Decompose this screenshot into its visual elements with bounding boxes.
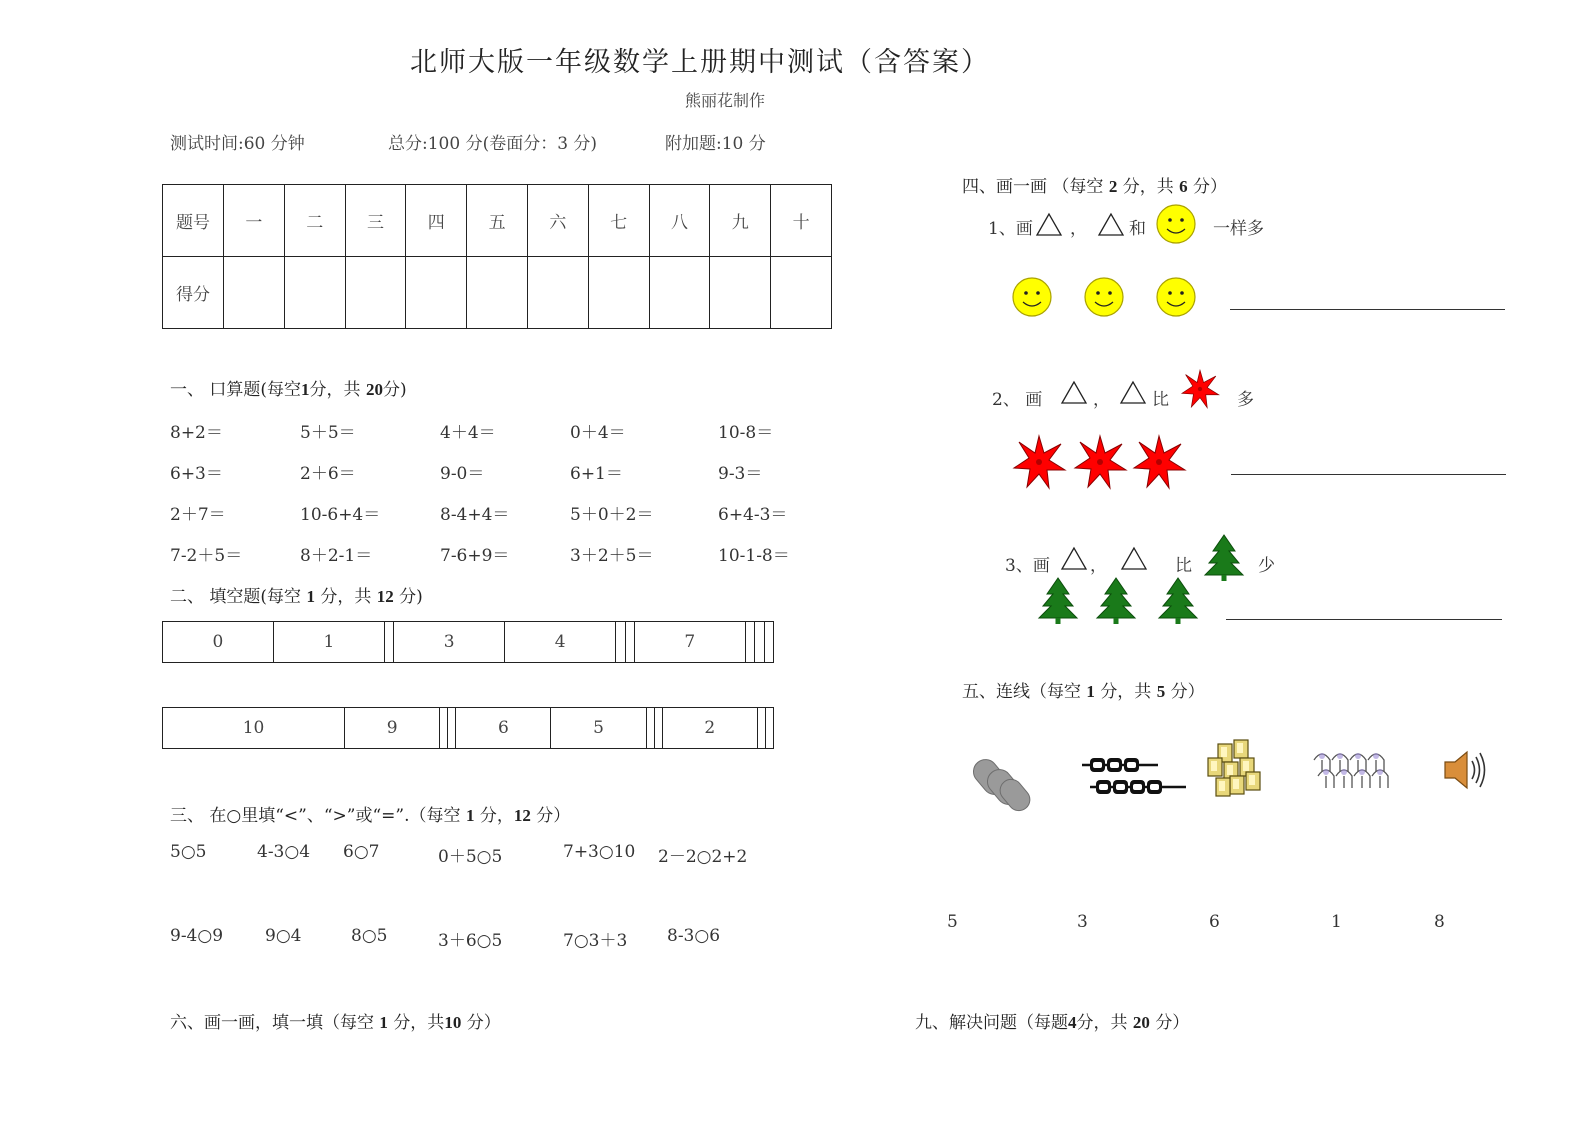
calc-item: 9-0＝ [440,464,485,484]
number-sequence-descending [162,707,774,749]
section5-title: 五、连线（每空 1 分，共 5 分） [962,682,1205,702]
sequence-cell[interactable] [755,622,764,663]
red-flower-icon [1039,462,1040,463]
sequence-cell[interactable]: 6 [456,708,551,749]
calc-item: 8＋2-1＝ [300,546,373,566]
calc-item: 7-6+9＝ [440,546,510,566]
sequence-cell[interactable] [757,708,765,749]
triangle-icon [1134,559,1135,560]
score-cell[interactable] [345,257,406,329]
q2-end: 多 [1237,390,1254,410]
q2-than: 比 [1152,390,1169,410]
match-number[interactable]: 1 [1331,912,1342,932]
compare-item: 9○4 [265,926,302,946]
triangle-icon [1049,225,1050,226]
score-table-col-3: 三 [345,185,406,257]
sequence-cell[interactable] [448,708,456,749]
section9-title: 九、解决问题（每题4分，共 20 分） [915,1013,1190,1033]
compare-item: 5○5 [170,842,207,862]
match-number[interactable]: 5 [947,912,958,932]
compare-item: 2－2○2+2 [658,847,748,867]
abacus-icon[interactable] [1082,757,1083,758]
score-table-score-label: 得分 [163,257,224,329]
sequence-cell[interactable] [625,622,634,663]
calc-item: 2＋6＝ [300,464,356,484]
triangle-icon [1074,559,1075,560]
calc-item: 6+1＝ [570,464,623,484]
q3-than: 比 [1175,556,1192,576]
q3-comma: ， [1090,556,1107,576]
calc-item: 6+4-3＝ [718,505,788,525]
triangle-icon [1074,393,1075,394]
sequence-cell[interactable] [646,708,654,749]
answer-line[interactable] [1231,474,1506,475]
sequence-cell[interactable]: 1 [273,622,384,663]
sequence-cell[interactable] [745,622,754,663]
tree-icon [1224,557,1225,558]
sequence-cell[interactable]: 10 [163,708,345,749]
sequence-cell[interactable]: 7 [634,622,745,663]
match-number[interactable]: 6 [1209,912,1220,932]
answer-line[interactable] [1230,309,1505,310]
smiley-icon [1176,297,1177,298]
sequence-cell[interactable]: 0 [163,622,274,663]
sequence-cell[interactable]: 5 [551,708,646,749]
calc-item: 9-3＝ [718,464,763,484]
sequence-cell[interactable] [440,708,448,749]
author-line: 熊丽花制作 [684,91,765,110]
calc-item: 10-1-8＝ [718,546,790,566]
score-table-header-label: 题号 [163,185,224,257]
score-cell[interactable] [467,257,528,329]
score-cell[interactable] [284,257,345,329]
umbrellas-icon[interactable] [1312,748,1313,749]
score-table-col-7: 七 [588,185,649,257]
compare-item: 3＋6○5 [438,931,503,951]
tree-icon [1116,600,1117,601]
compare-item: 4-3○4 [257,842,311,862]
score-cell[interactable] [588,257,649,329]
tree-icon [1178,600,1179,601]
q1-comma: ， [1070,219,1087,239]
calc-item: 5＋0＋2＝ [570,505,654,525]
page-title: 北师大版一年级数学上册期中测试（含答案） [410,47,990,78]
compare-item: 6○7 [343,842,380,862]
sequence-cell[interactable] [384,622,393,663]
calc-item: 4＋4＝ [440,423,496,443]
compare-item: 9-4○9 [170,926,224,946]
q2-comma: ， [1093,390,1110,410]
score-table [162,184,832,329]
score-cell[interactable] [710,257,771,329]
tree-icon [1058,600,1059,601]
section4-title: 四、画一画 （每空 2 分，共 6 分） [962,177,1228,197]
red-flower-icon [1200,389,1201,390]
sequence-cell[interactable] [654,708,662,749]
q1-end: 一样多 [1213,219,1264,239]
calc-item: 7-2＋5＝ [170,546,243,566]
score-table-col-5: 五 [467,185,528,257]
score-table-col-4: 四 [406,185,467,257]
number-sequence-ascending [162,621,774,663]
compare-item: 0＋5○5 [438,847,503,867]
section1-title: 一、 口算题(每空1分，共 20分) [170,380,407,400]
calc-item: 0＋4＝ [570,423,626,443]
score-table-col-1: 一 [224,185,285,257]
answer-line[interactable] [1226,619,1502,620]
calc-item: 10-6+4＝ [300,505,381,525]
sequence-cell[interactable]: 3 [394,622,505,663]
compare-item: 8○5 [351,926,388,946]
smiley-icon [1032,297,1033,298]
red-flower-icon [1100,462,1101,463]
sequence-cell[interactable] [765,708,773,749]
score-cell[interactable] [527,257,588,329]
score-cell[interactable] [406,257,467,329]
score-table-col-9: 九 [710,185,771,257]
calc-item: 6+3＝ [170,464,223,484]
q2-label: 2、 画 [992,390,1043,410]
smiley-icon [1176,224,1177,225]
triangle-icon [1111,225,1112,226]
q1-and: 和 [1129,219,1146,239]
sequence-cell[interactable]: 2 [662,708,757,749]
bonus-score: 附加题:10 分 [665,134,766,154]
score-cell[interactable] [771,257,832,329]
score-cell[interactable] [649,257,710,329]
section6-title: 六、画一画，填一填（每空 1 分，共10 分） [170,1013,501,1033]
compare-item: 8-3○6 [667,926,721,946]
score-table-col-6: 六 [527,185,588,257]
score-table-col-8: 八 [649,185,710,257]
score-table-col-10: 十 [771,185,832,257]
calc-item: 2＋7＝ [170,505,226,525]
sequence-cell[interactable] [616,622,625,663]
q3-label: 3、画 [1005,556,1050,576]
sequence-cell[interactable] [764,622,773,663]
test-time: 测试时间:60 分钟 [170,134,305,154]
compare-item: 7○3＋3 [563,931,628,951]
calc-item: 8+2＝ [170,423,223,443]
section2-title: 二、 填空题(每空 1 分，共 12 分) [170,587,423,607]
score-table-col-2: 二 [284,185,345,257]
compare-item: 7+3○10 [563,842,636,862]
calc-item: 3＋2＋5＝ [570,546,654,566]
match-number[interactable]: 3 [1077,912,1088,932]
calc-item: 8-4+4＝ [440,505,510,525]
cloth-icon[interactable] [978,758,979,759]
q1-label: 1、画 [988,219,1033,239]
sequence-cell[interactable]: 4 [505,622,616,663]
red-flower-icon [1159,462,1160,463]
smiley-icon [1104,297,1105,298]
blocks-icon[interactable] [1208,740,1209,741]
sequence-cell[interactable]: 9 [345,708,440,749]
triangle-icon [1133,393,1134,394]
total-score: 总分:100 分(卷面分：3 分) [388,134,598,154]
score-cell[interactable] [224,257,285,329]
match-number[interactable]: 8 [1434,912,1445,932]
speaker-icon[interactable] [1445,752,1446,753]
calc-item: 5＋5＝ [300,423,356,443]
q3-end: 少 [1258,556,1275,576]
section3-title: 三、 在○里填“<”、“>”或“=”.（每空 1 分，12 分） [170,806,571,826]
calc-item: 10-8＝ [718,423,774,443]
